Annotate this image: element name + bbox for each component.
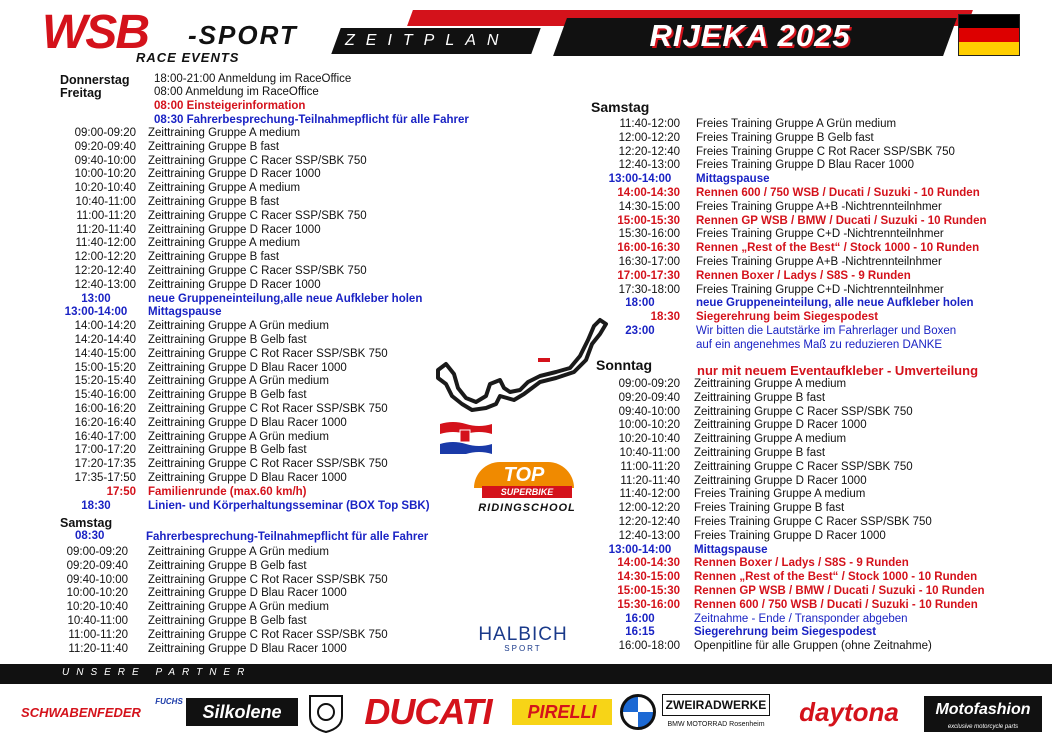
schedule-time: 16:30-17:00 xyxy=(618,256,680,268)
schedule-description: Freies Training Gruppe C Racer SSP/SBK 750 xyxy=(694,516,932,528)
schedule-time: 12:20-12:40 xyxy=(618,516,680,528)
schedule-time: 11:40-12:00 xyxy=(75,237,136,250)
schedule-description: Zeittraining Gruppe A medium xyxy=(694,433,847,446)
schedule-time: 15:40-16:00 xyxy=(74,389,136,402)
schedule-time: 18:30 xyxy=(650,311,680,324)
sonntag-note: nur mit neuem Eventaufkleber - Umverteilung xyxy=(697,363,979,378)
schedule-description: Zeittraining Gruppe A Grün medium xyxy=(148,546,329,558)
schedule-time: 17:50 xyxy=(106,485,136,498)
schedule-time: 10:40-11:00 xyxy=(67,615,128,627)
partner-motofashion: Motofashion xyxy=(924,696,1042,724)
schedule-time: 10:40-11:00 xyxy=(619,447,680,459)
wsb-sport-logo xyxy=(40,8,340,66)
halbich-sub: SPORT xyxy=(504,644,542,653)
schedule-description: Zeittraining Gruppe A Grün medium xyxy=(148,320,329,333)
schedule-description: Zeittraining Gruppe C Racer SSP/SBK 750 xyxy=(694,460,913,473)
schedule-description: Zeittraining Gruppe B Gelb fast xyxy=(148,559,307,572)
schedule-time: 13:00 xyxy=(81,292,111,305)
top-superbike-logo xyxy=(474,462,580,520)
schedule-description: Zeittraining Gruppe B fast xyxy=(694,391,826,404)
schedule-time: 18:30 xyxy=(81,499,111,512)
schedule-time: 14:30-15:00 xyxy=(617,571,680,584)
flag-stripe-black xyxy=(959,15,1019,28)
schedule-time: 09:40-10:00 xyxy=(66,573,128,586)
schedule-description: Zeittraining Gruppe C Rot Racer SSP/SBK 750 xyxy=(148,403,388,415)
schedule-time: 17:00-17:20 xyxy=(74,444,136,457)
page-title: RIJEKA 2025 xyxy=(649,18,851,53)
schedule-description: Mittagspause xyxy=(694,543,768,556)
schedule-time: 11:00-11:20 xyxy=(620,460,680,473)
halbich-logo xyxy=(470,624,576,653)
schedule-time: 09:40-10:00 xyxy=(618,405,680,418)
top-label: TOP xyxy=(474,462,574,488)
schedule-time: 16:00-16:30 xyxy=(617,242,680,255)
schedule-time: 15:00-15:30 xyxy=(617,585,680,597)
schedule-time: 09:00-09:20 xyxy=(618,378,680,390)
schedule-time: 10:20-10:40 xyxy=(66,601,128,614)
partner-daytona: daytona xyxy=(799,696,899,727)
ridingschool-label: RIDINGSCHOOL xyxy=(478,502,576,514)
header xyxy=(0,0,1052,70)
schedule-description: Zeittraining Gruppe D Blau Racer 1000 xyxy=(148,642,347,655)
schedule-description: Zeittraining Gruppe D Blau Racer 1000 xyxy=(148,416,347,429)
schedule-description: Rennen 600 / 750 WSB / Ducati / Suzuki - 10 Runden xyxy=(694,598,978,611)
schedule-time: 18:00 xyxy=(625,297,655,310)
schedule-description: Freies Training Gruppe A+B -Nichtrennteilnhmer xyxy=(696,200,942,213)
donnerstag-entry: 18:00-21:00 Anmeldung im RaceOffice xyxy=(154,73,352,85)
schedule-description: Rennen Boxer / Ladys / S8S - 9 Runden xyxy=(696,269,911,282)
schedule-description: Zeittraining Gruppe A Grün medium xyxy=(148,375,329,388)
schedule-time: 11:00-11:20 xyxy=(76,209,136,222)
schedule-time: 17:20-17:35 xyxy=(74,458,136,471)
schedule-description: Zeittraining Gruppe C Rot Racer SSP/SBK 750 xyxy=(148,347,388,360)
schedule-description: Rennen Boxer / Ladys / S8S - 9 Runden xyxy=(694,557,909,570)
schedule-description: Freies Training Gruppe B fast xyxy=(694,502,845,515)
schedule-time: 15:30-16:00 xyxy=(617,598,680,611)
samstag-briefing-time: 08:30 xyxy=(75,530,105,542)
schedule-description: Zeittraining Gruppe B fast xyxy=(148,251,280,264)
schedule-description: Zeittraining Gruppe C Racer SSP/SBK 750 xyxy=(148,154,367,167)
partner-fuchs: FUCHS xyxy=(155,696,183,706)
schedule-time: 12:40-13:00 xyxy=(618,529,680,542)
samstag-briefing-text: Fahrerbesprechung-Teilnahmepflicht für alle Fahrer xyxy=(146,531,429,543)
schedule-description: Zeittraining Gruppe B Gelb fast xyxy=(148,444,307,457)
schedule-description: Zeittraining Gruppe A medium xyxy=(148,127,301,139)
schedule-description: Zeittraining Gruppe D Racer 1000 xyxy=(148,223,321,236)
schedule-description: Zeittraining Gruppe A medium xyxy=(694,378,847,390)
germany-flag-icon xyxy=(958,14,1020,56)
schedule-description: Zeittraining Gruppe C Racer SSP/SBK 750 xyxy=(148,265,367,277)
schedule-time: 23:00 xyxy=(625,325,655,337)
schedule-time: 17:35-17:50 xyxy=(74,472,136,484)
schedule-time: 13:00-14:00 xyxy=(64,306,128,319)
schedule-description: Mittagspause xyxy=(696,173,770,186)
start-line xyxy=(538,358,550,362)
partner-bmw-motorrad: BMW MOTORRAD Rosenheim xyxy=(667,720,765,728)
partner-zweiradwerke: ZWEIRADWERKE xyxy=(662,694,770,716)
schedule-time: 14:00-14:20 xyxy=(74,320,136,333)
schedule-time: 15:00-15:20 xyxy=(74,361,136,374)
flag-stripe-red xyxy=(959,28,1019,41)
schedule-description: Openpitline für alle Gruppen (ohne Zeitnahme) xyxy=(694,640,932,653)
schedule-time: 12:00-12:20 xyxy=(618,502,680,515)
schedule-description: Zeittraining Gruppe D Racer 1000 xyxy=(148,278,321,291)
schedule-description: Freies Training Gruppe A Grün medium xyxy=(696,118,897,130)
schedule-description: Rennen GP WSB / BMW / Ducati / Suzuki - 10 Runden xyxy=(694,585,985,597)
schedule-time: 12:40-13:00 xyxy=(74,278,136,291)
schedule-time: 12:40-13:00 xyxy=(618,159,680,172)
halbich-name: HALBICH xyxy=(478,624,568,645)
day-samstag-right: Samstag xyxy=(591,99,650,115)
schedule-description: auf ein angenehmes Maß zu reduzieren DANKE xyxy=(696,338,943,351)
freitag-intro-line: 08:00 Anmeldung im RaceOffice xyxy=(154,86,319,98)
schedule-time: 12:20-12:40 xyxy=(74,265,136,277)
schedule-time: 15:30-16:00 xyxy=(618,228,680,241)
schedule-description: Zeittraining Gruppe D Racer 1000 xyxy=(148,168,321,181)
schedule-description: Zeittraining Gruppe D Blau Racer 1000 xyxy=(148,361,347,374)
schedule-time: 10:20-10:40 xyxy=(618,433,680,446)
schedule-description: Siegerehrung beim Siegespodest xyxy=(696,311,879,324)
schedule-description: Freies Training Gruppe C+D -Nichtrennteilnhmer xyxy=(696,283,944,296)
schedule-description: Freies Training Gruppe A medium xyxy=(694,488,866,501)
schedule-time: 09:20-09:40 xyxy=(66,559,128,572)
track-outline xyxy=(438,320,606,410)
schedule-time: 15:00-15:30 xyxy=(617,214,680,227)
superbike-label: SUPERBIKE xyxy=(482,486,572,498)
schedule-description: Zeitnahme - Ende / Transponder abgeben xyxy=(694,612,908,625)
schedule-time: 14:40-15:00 xyxy=(74,347,136,360)
schedule-description: neue Gruppeneinteilung,alle neue Aufkleber holen xyxy=(148,292,423,305)
schedule-time: 16:00-16:20 xyxy=(74,403,136,415)
schedule-description: Zeittraining Gruppe D Blau Racer 1000 xyxy=(148,472,347,484)
schedule-time: 10:40-11:00 xyxy=(75,196,136,208)
schedule-description: Siegerehrung beim Siegespodest xyxy=(694,626,877,639)
schedule-time: 10:00-10:20 xyxy=(618,419,680,432)
schedule-description: Rennen 600 / 750 WSB / Ducati / Suzuki - 10 Runden xyxy=(696,187,980,199)
schedule-description: Rennen „Rest of the Best“ / Stock 1000 - 10 Runden xyxy=(694,571,978,584)
club-shield-icon xyxy=(308,694,344,734)
schedule-time: 12:00-12:20 xyxy=(74,251,136,264)
schedule-time: 10:00-10:20 xyxy=(74,168,136,181)
schedule-description: Zeittraining Gruppe C Racer SSP/SBK 750 xyxy=(694,405,913,418)
schedule-description: Zeittraining Gruppe C Racer SSP/SBK 750 xyxy=(148,209,367,222)
schedule-time: 11:40-12:00 xyxy=(619,488,680,501)
schedule-time: 16:40-17:00 xyxy=(74,430,136,443)
schedule-time: 09:00-09:20 xyxy=(74,127,136,139)
schedule-description: Zeittraining Gruppe A medium xyxy=(148,237,301,250)
partner-motofashion-tagline: exclusive motorcycle parts xyxy=(924,722,1042,732)
day-sonntag: Sonntag xyxy=(596,357,652,373)
schedule-time: 13:00-14:00 xyxy=(608,543,672,556)
schedule-description: Zeittraining Gruppe A medium xyxy=(148,182,301,195)
schedule-description: Zeittraining Gruppe D Racer 1000 xyxy=(694,474,867,487)
schedule-description: Zeittraining Gruppe D Racer 1000 xyxy=(694,419,867,432)
schedule-time: 14:00-14:30 xyxy=(617,557,680,570)
schedule-description: Rennen „Rest of the Best“ / Stock 1000 - 10 Runden xyxy=(696,242,980,255)
schedule-time: 09:20-09:40 xyxy=(618,391,680,404)
schedule-time: 10:20-10:40 xyxy=(74,182,136,195)
schedule-time: 11:20-11:40 xyxy=(620,474,680,487)
schedule-description: Wir bitten die Lautstärke im Fahrerlager und Boxen xyxy=(696,325,957,337)
schedule-time: 14:30-15:00 xyxy=(618,200,680,213)
schedule-time: 11:20-11:40 xyxy=(68,642,128,655)
schedule-description: Zeittraining Gruppe B fast xyxy=(694,447,826,459)
logo-sport: -SPORT xyxy=(188,20,298,50)
schedule-time: 16:20-16:40 xyxy=(74,416,136,429)
schedule-description: neue Gruppeneinteilung, alle neue Aufkleber holen xyxy=(696,297,974,310)
partner-schwabenfeder: SCHWABENFEDER xyxy=(21,704,141,720)
schedule-time: 11:40-12:00 xyxy=(619,118,680,130)
schedule-description: Freies Training Gruppe A+B -Nichtrennteilnhmer xyxy=(696,256,942,268)
schedule-description: Zeittraining Gruppe B Gelb fast xyxy=(148,334,307,346)
schedule-time: 17:30-18:00 xyxy=(618,283,680,296)
schedule-time: 11:00-11:20 xyxy=(68,628,128,641)
schedule-description: Rennen GP WSB / BMW / Ducati / Suzuki - 10 Runden xyxy=(696,214,987,227)
schedule-time: 12:00-12:20 xyxy=(618,131,680,144)
schedule-description: Familienrunde (max.60 km/h) xyxy=(148,485,307,498)
schedule-description: Zeittraining Gruppe D Blau Racer 1000 xyxy=(148,587,347,600)
partner-ducati: DUCATI xyxy=(364,691,492,732)
schedule-time: 16:00-18:00 xyxy=(618,640,680,653)
schedule-time: 14:00-14:30 xyxy=(617,187,680,199)
schedule-description: Zeittraining Gruppe C Rot Racer SSP/SBK 750 xyxy=(148,628,388,641)
schedule-description: Linien- und Körperhaltungsseminar (BOX Top SBK) xyxy=(148,499,430,512)
schedule-time: 10:00-10:20 xyxy=(66,587,128,600)
day-freitag: Freitag xyxy=(60,86,102,100)
schedule-description: Zeittraining Gruppe B fast xyxy=(148,196,280,208)
schedule-time: 12:20-12:40 xyxy=(618,145,680,158)
logo-race-events: RACE EVENTS xyxy=(136,50,240,65)
schedule-description: Freies Training Gruppe D Racer 1000 xyxy=(694,529,886,542)
logo-wsb: WSB xyxy=(42,6,148,59)
day-samstag-left: Samstag xyxy=(60,516,113,530)
partner-bmw xyxy=(620,694,656,730)
schedule-description: Zeittraining Gruppe A Grün medium xyxy=(148,430,329,443)
day-donnerstag: Donnerstag xyxy=(60,73,130,87)
schedule-time: 17:00-17:30 xyxy=(617,269,680,282)
schedule-description: Zeittraining Gruppe C Rot Racer SSP/SBK 750 xyxy=(148,573,388,586)
schedule-description: Mittagspause xyxy=(148,306,222,319)
partner-club-emblem xyxy=(306,694,346,734)
schedule-description: Freies Training Gruppe C+D -Nichtrennteilnhmer xyxy=(696,228,944,241)
partner-pirelli: PIRELLI xyxy=(512,699,612,725)
partner-silkolene: Silkolene xyxy=(186,698,298,726)
rijeka-track-map xyxy=(428,308,618,418)
schedule-time: 16:00 xyxy=(625,612,655,625)
schedule-time: 14:20-14:40 xyxy=(74,334,136,346)
schedule-description: Freies Training Gruppe C Rot Racer SSP/SBK 750 xyxy=(696,145,955,158)
schedule-description: Freies Training Gruppe D Blau Racer 1000 xyxy=(696,159,914,172)
schedule-time: 11:20-11:40 xyxy=(76,223,136,236)
schedule-time: 09:20-09:40 xyxy=(74,140,136,153)
zeitplan-label: ZEITPLAN xyxy=(345,32,510,49)
partners-label: UNSERE PARTNER xyxy=(62,667,252,678)
schedule-time: 09:40-10:00 xyxy=(74,154,136,167)
schedule-time: 13:00-14:00 xyxy=(608,173,672,186)
schedule-description: Zeittraining Gruppe B Gelb fast xyxy=(148,389,307,402)
schedule-description: Zeittraining Gruppe C Rot Racer SSP/SBK 750 xyxy=(148,458,388,471)
schedule-description: Zeittraining Gruppe B fast xyxy=(148,140,280,153)
schedule-time: 16:15 xyxy=(625,626,655,639)
freitag-intro-line: 08:30 Fahrerbesprechung-Teilnahmepflicht für alle Fahrer xyxy=(154,114,469,126)
schedule-description: Freies Training Gruppe B Gelb fast xyxy=(696,131,874,144)
schedule-description: Zeittraining Gruppe B Gelb fast xyxy=(148,615,307,627)
croatia-flag-icon xyxy=(440,420,492,454)
freitag-intro-line: 08:00 Einsteigerinformation xyxy=(154,100,306,112)
schedule-time: 09:00-09:20 xyxy=(66,546,128,558)
schedule-time: 15:20-15:40 xyxy=(74,375,136,388)
flag-stripe-gold xyxy=(959,42,1019,55)
schedule-description: Zeittraining Gruppe A Grün medium xyxy=(148,601,329,614)
